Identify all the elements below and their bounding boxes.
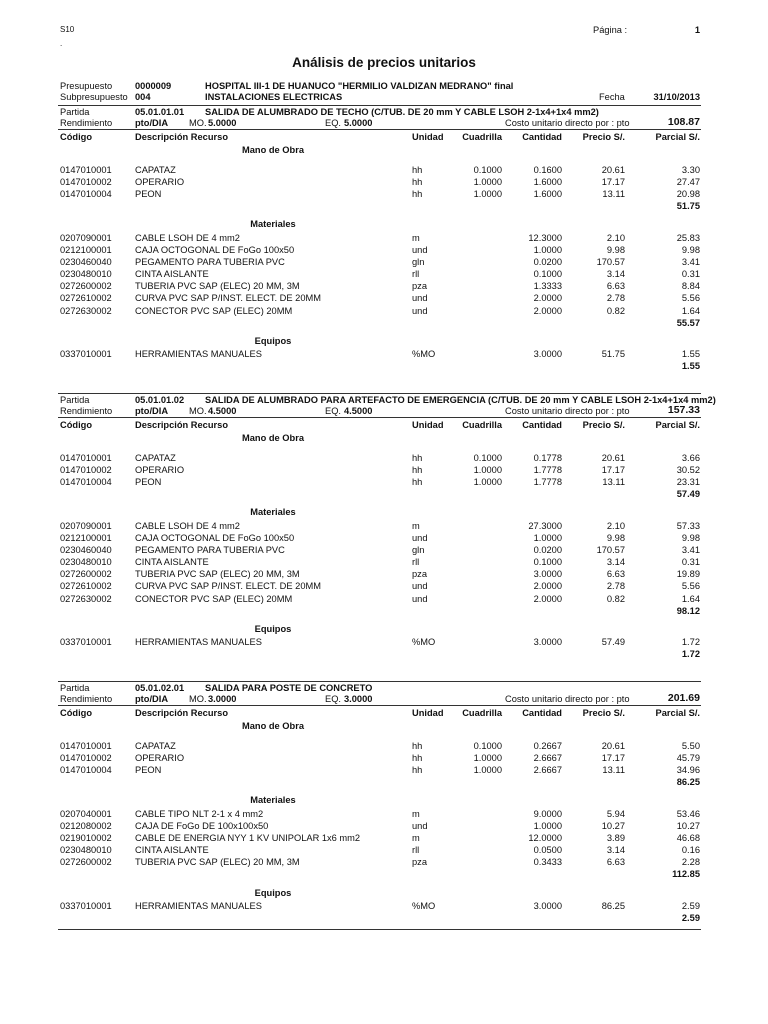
resource-parcial: 45.79: [676, 752, 700, 763]
resource-cantidad: 0.1000: [533, 557, 562, 568]
resource-code: 0337010001: [60, 637, 112, 648]
resource-unit: hh: [412, 188, 423, 199]
resource-parcial: 27.47: [676, 176, 700, 187]
resource-unit: hh: [412, 764, 423, 775]
resource-precio: 2.10: [606, 520, 625, 531]
resource-unit: gln: [412, 545, 425, 556]
resource-cantidad: 1.0000: [533, 245, 562, 255]
costo-unitario-label: Costo unitario directo por : pto: [505, 406, 630, 416]
resource-description: CAPATAZ: [135, 740, 176, 751]
resource-cantidad: 2.0000: [533, 293, 562, 304]
resource-parcial: 1.55: [681, 349, 700, 360]
resource-precio: 2.10: [606, 232, 625, 243]
resource-precio: 13.11: [602, 476, 625, 487]
mano-obra-heading: Mano de Obra: [242, 720, 304, 731]
subpresupuesto-name: INSTALACIONES ELECTRICAS: [205, 92, 343, 102]
report-dot: .: [60, 39, 63, 48]
resource-description: CURVA PVC SAP P/INST. ELECT. DE 20MM: [135, 293, 321, 304]
resource-code: 0337010001: [60, 349, 112, 360]
mo-value: 3.0000: [208, 694, 237, 704]
resource-unit: pza: [412, 281, 427, 292]
resource-cuadrilla: 1.0000: [473, 464, 502, 475]
resource-unit: rll: [412, 269, 420, 280]
resource-description: TUBERIA PVC SAP (ELEC) 20 MM, 3M: [135, 569, 300, 580]
resource-parcial: 0.31: [681, 269, 700, 280]
resource-description: OPERARIO: [135, 752, 185, 763]
col-parcial: Parcial S/.: [655, 707, 700, 718]
resource-unit: hh: [412, 740, 423, 751]
resource-parcial: 2.28: [681, 857, 700, 868]
resource-unit: m: [412, 833, 420, 844]
eq-value: 3.0000: [344, 694, 373, 704]
eq-label: EQ.: [325, 694, 342, 704]
equipos-heading: Equipos: [254, 888, 292, 898]
resource-code: 0230480010: [60, 269, 112, 280]
resource-cantidad: 1.7778: [533, 476, 562, 487]
mo-label: MO.: [189, 406, 207, 416]
resource-cantidad: 1.6000: [533, 176, 562, 187]
eq-value: 4.5000: [344, 406, 373, 416]
mano-obra-heading: Mano de Obra: [242, 432, 304, 443]
resource-description: PEON: [135, 188, 162, 199]
resource-unit: pza: [412, 857, 427, 868]
resource-cantidad: 9.0000: [533, 808, 562, 819]
resource-code: 0147010001: [60, 452, 112, 463]
resource-parcial: 30.52: [676, 464, 700, 475]
resource-description: HERRAMIENTAS MANUALES: [135, 637, 262, 648]
col-cantidad: Cantidad: [522, 707, 562, 718]
resource-precio: 17.17: [601, 464, 625, 475]
materiales-heading: Materiales: [250, 507, 296, 518]
resource-precio: 9.98: [606, 533, 625, 543]
resource-description: HERRAMIENTAS MANUALES: [135, 901, 262, 911]
resource-description: PEON: [135, 764, 162, 775]
page-bottom-rule: [58, 929, 701, 930]
resource-code: 0230480010: [60, 845, 112, 856]
col-codigo: Código: [60, 707, 93, 718]
resource-parcial: 2.59: [681, 901, 700, 911]
resource-unit: und: [412, 581, 428, 592]
resource-parcial: 0.16: [681, 845, 700, 856]
rendimiento-label: Rendimiento: [60, 406, 113, 416]
col-precio: Precio S/.: [582, 131, 625, 142]
resource-code: 0207090001: [60, 232, 112, 243]
resource-precio: 57.49: [601, 637, 625, 648]
resource-cantidad: 2.0000: [533, 593, 562, 604]
header-rule: [58, 129, 701, 130]
resource-precio: 2.78: [606, 293, 625, 304]
col-cantidad: Cantidad: [522, 419, 562, 430]
resource-precio: 3.89: [606, 833, 625, 844]
resource-code: 0272600002: [60, 857, 112, 868]
resource-cantidad: 3.0000: [533, 349, 562, 360]
resource-description: CINTA AISLANTE: [135, 845, 209, 856]
resource-precio: 3.14: [606, 557, 625, 568]
mano-obra-subtotal: 86.25: [676, 776, 700, 787]
costo-unitario-value: 157.33: [667, 404, 700, 416]
resource-description: CABLE TIPO NLT 2-1 x 4 mm2: [135, 808, 264, 819]
resource-unit: pza: [412, 569, 427, 580]
col-parcial: Parcial S/.: [655, 131, 700, 142]
resource-code: 0147010002: [60, 176, 112, 187]
resource-cantidad: 0.3433: [533, 857, 562, 868]
rendimiento-label: Rendimiento: [60, 118, 113, 128]
resource-unit: und: [412, 533, 428, 543]
resource-cantidad: 3.0000: [533, 637, 562, 648]
resource-description: TUBERIA PVC SAP (ELEC) 20 MM, 3M: [135, 857, 300, 868]
header-rule: [58, 705, 701, 706]
col-codigo: Código: [60, 419, 93, 430]
resource-code: 0212100001: [60, 245, 112, 255]
resource-description: CABLE DE ENERGIA NYY 1 KV UNIPOLAR 1x6 mm2: [135, 833, 361, 844]
resource-cantidad: 3.0000: [533, 569, 562, 580]
resource-code: 0272600002: [60, 281, 112, 292]
resource-cantidad: 2.6667: [533, 752, 562, 763]
partida-description: SALIDA DE ALUMBRADO DE TECHO (C/TUB. DE 20 mm Y CABLE LSOH 2-1x4+1x4 mm2): [205, 107, 599, 117]
resource-cuadrilla: 0.1000: [473, 740, 502, 751]
resource-code: 0147010004: [60, 476, 112, 487]
resource-parcial: 0.31: [681, 557, 700, 568]
eq-value: 5.0000: [344, 118, 373, 128]
resource-precio: 13.11: [602, 188, 625, 199]
materiales-heading: Materiales: [250, 795, 296, 806]
resource-cuadrilla: 1.0000: [473, 176, 502, 187]
resource-description: CAJA DE FoGo DE 100x100x50: [135, 821, 269, 831]
resource-cantidad: 1.7778: [533, 464, 562, 475]
partida-label: Partida: [60, 683, 90, 693]
resource-code: 0272610002: [60, 293, 112, 304]
rendimiento-unit: pto/DIA: [135, 406, 169, 416]
resource-description: PEGAMENTO PARA TUBERIA PVC: [135, 257, 285, 268]
resource-description: CINTA AISLANTE: [135, 557, 209, 568]
resource-precio: 6.63: [606, 857, 625, 868]
resource-precio: 3.14: [606, 269, 625, 280]
resource-description: CABLE LSOH DE 4 mm2: [135, 520, 240, 531]
resource-cuadrilla: 0.1000: [473, 452, 502, 463]
resource-description: OPERARIO: [135, 176, 185, 187]
resource-description: PEGAMENTO PARA TUBERIA PVC: [135, 545, 285, 556]
resource-code: 0147010002: [60, 464, 112, 475]
mo-value: 5.0000: [208, 118, 237, 128]
resource-parcial: 5.56: [681, 293, 700, 304]
resource-description: CAJA OCTOGONAL DE FoGo 100x50: [135, 533, 295, 543]
page-label: Página :: [593, 25, 628, 35]
page-title: Análisis de precios unitarios: [292, 55, 476, 70]
partida-code: 05.01.02.01: [135, 683, 185, 693]
resource-cuadrilla: 1.0000: [473, 752, 502, 763]
resource-cantidad: 0.1778: [533, 452, 562, 463]
resource-parcial: 53.46: [676, 808, 700, 819]
resource-parcial: 5.50: [681, 740, 700, 751]
resource-unit: m: [412, 232, 420, 243]
mano-obra-subtotal: 57.49: [676, 488, 700, 499]
resource-unit: rll: [412, 845, 420, 856]
col-descripcion: Descripción Recurso: [135, 707, 229, 718]
resource-code: 0147010004: [60, 764, 112, 775]
resource-unit: und: [412, 305, 428, 316]
resource-precio: 0.82: [606, 593, 625, 604]
resource-code: 0272630002: [60, 305, 112, 316]
resource-parcial: 8.84: [681, 281, 700, 292]
resource-code: 0272630002: [60, 593, 112, 604]
presupuesto-code: 0000009: [135, 81, 172, 91]
resource-code: 0272600002: [60, 569, 112, 580]
partida-code: 05.01.01.01: [135, 107, 185, 117]
resource-code: 0147010001: [60, 740, 112, 751]
resource-cuadrilla: 1.0000: [473, 764, 502, 775]
eq-label: EQ.: [325, 118, 342, 128]
resource-code: 0212080002: [60, 821, 112, 831]
rendimiento-unit: pto/DIA: [135, 118, 169, 128]
resource-parcial: 19.89: [676, 569, 700, 580]
resource-cantidad: 2.0000: [533, 305, 562, 316]
resource-precio: 9.98: [606, 245, 625, 255]
rendimiento-label: Rendimiento: [60, 694, 113, 704]
resource-parcial: 57.33: [676, 520, 700, 531]
resource-parcial: 5.56: [681, 581, 700, 592]
resource-description: HERRAMIENTAS MANUALES: [135, 349, 262, 360]
equipos-heading: Equipos: [254, 624, 292, 635]
presupuesto-name: HOSPITAL III-1 DE HUANUCO "HERMILIO VALDIZAN MEDRANO" final: [205, 81, 514, 91]
resource-unit: hh: [412, 164, 423, 175]
resource-parcial: 3.66: [681, 452, 700, 463]
resource-precio: 0.82: [606, 305, 625, 316]
resource-code: 0147010002: [60, 752, 112, 763]
resource-parcial: 10.27: [676, 821, 700, 831]
resource-description: CINTA AISLANTE: [135, 269, 209, 280]
resource-cantidad: 2.0000: [533, 581, 562, 592]
resource-unit: m: [412, 808, 420, 819]
resource-description: CAPATAZ: [135, 452, 176, 463]
mo-label: MO.: [189, 118, 207, 128]
resource-unit: hh: [412, 464, 423, 475]
resource-parcial: 46.68: [676, 833, 700, 844]
resource-description: OPERARIO: [135, 464, 185, 475]
resource-parcial: 9.98: [681, 533, 700, 543]
resource-description: CABLE LSOH DE 4 mm2: [135, 232, 240, 243]
resource-unit: rll: [412, 557, 420, 568]
resource-parcial: 23.31: [676, 476, 700, 487]
mano-obra-subtotal: 51.75: [676, 200, 700, 211]
materiales-subtotal: 98.12: [676, 605, 700, 616]
resource-precio: 10.27: [601, 821, 625, 831]
resource-code: 0207040001: [60, 808, 112, 819]
resource-description: CAJA OCTOGONAL DE FoGo 100x50: [135, 245, 295, 255]
page-number: 1: [694, 25, 700, 35]
resource-parcial: 34.96: [676, 764, 700, 775]
resource-parcial: 3.41: [681, 545, 700, 556]
fecha-value: 31/10/2013: [653, 92, 700, 102]
col-codigo: Código: [60, 131, 93, 142]
resource-parcial: 20.98: [676, 188, 700, 199]
resource-parcial: 9.98: [681, 245, 700, 255]
resource-precio: 17.17: [601, 752, 625, 763]
resource-cantidad: 0.0200: [533, 545, 562, 556]
resource-cantidad: 12.3000: [528, 232, 562, 243]
resource-code: 0337010001: [60, 901, 112, 911]
resource-precio: 17.17: [601, 176, 625, 187]
resource-code: 0230480010: [60, 557, 112, 568]
eq-label: EQ.: [325, 406, 342, 416]
resource-cantidad: 0.1600: [533, 164, 562, 175]
resource-description: CURVA PVC SAP P/INST. ELECT. DE 20MM: [135, 581, 321, 592]
resource-unit: und: [412, 821, 428, 831]
materiales-subtotal: 55.57: [676, 317, 700, 328]
costo-unitario-value: 108.87: [667, 116, 700, 128]
equipos-heading: Equipos: [254, 336, 292, 347]
resource-unit: hh: [412, 752, 423, 763]
mano-obra-heading: Mano de Obra: [242, 144, 304, 155]
col-cuadrilla: Cuadrilla: [462, 707, 502, 718]
resource-unit: hh: [412, 176, 423, 187]
resource-cantidad: 0.0500: [533, 845, 562, 856]
rendimiento-unit: pto/DIA: [135, 694, 169, 704]
resource-cuadrilla: 0.1000: [473, 164, 502, 175]
resource-description: CAPATAZ: [135, 164, 176, 175]
resource-precio: 20.61: [601, 164, 625, 175]
resource-parcial: 1.64: [681, 305, 700, 316]
resource-parcial: 1.72: [681, 637, 700, 648]
resource-code: 0147010004: [60, 188, 112, 199]
resource-unit: m: [412, 520, 420, 531]
partida-description: SALIDA DE ALUMBRADO PARA ARTEFACTO DE EMERGENCIA (C/TUB. DE 20 mm Y CABLE LSOH 2-1x4+1x4 mm2): [205, 395, 716, 405]
resource-cuadrilla: 1.0000: [473, 188, 502, 199]
report-code: S10: [60, 25, 75, 34]
col-precio: Precio S/.: [582, 707, 625, 718]
col-cuadrilla: Cuadrilla: [462, 419, 502, 430]
resource-code: 0272610002: [60, 581, 112, 592]
resource-code: 0207090001: [60, 520, 112, 531]
header-rule: [58, 417, 701, 418]
resource-precio: 3.14: [606, 845, 625, 856]
resource-code: 0219010002: [60, 833, 112, 844]
col-unidad: Unidad: [412, 707, 444, 718]
subpresupuesto-label: Subpresupuesto: [60, 92, 128, 102]
mo-value: 4.5000: [208, 406, 237, 416]
costo-unitario-value: 201.69: [667, 692, 700, 704]
resource-unit: %MO: [412, 901, 436, 911]
resource-cantidad: 0.0200: [533, 257, 562, 268]
resource-cantidad: 1.3333: [533, 281, 562, 292]
materiales-subtotal: 112.85: [672, 869, 700, 880]
materiales-heading: Materiales: [250, 219, 296, 230]
resource-cuadrilla: 1.0000: [473, 476, 502, 487]
resource-parcial: 3.41: [681, 257, 700, 268]
col-unidad: Unidad: [412, 419, 444, 430]
partida-label: Partida: [60, 107, 90, 117]
col-cuadrilla: Cuadrilla: [462, 131, 502, 142]
resource-unit: %MO: [412, 349, 436, 360]
subpresupuesto-code: 004: [135, 92, 151, 102]
resource-unit: und: [412, 593, 428, 604]
resource-parcial: 3.30: [681, 164, 700, 175]
equipos-subtotal: 1.72: [681, 649, 700, 660]
col-descripcion: Descripción Recurso: [135, 419, 229, 430]
resource-cantidad: 1.6000: [533, 188, 562, 199]
resource-cantidad: 2.6667: [533, 764, 562, 775]
resource-precio: 51.75: [601, 349, 625, 360]
resource-precio: 170.57: [596, 545, 625, 556]
resource-description: PEON: [135, 476, 162, 487]
col-unidad: Unidad: [412, 131, 444, 142]
resource-cantidad: 27.3000: [528, 520, 562, 531]
partida-description: SALIDA PARA POSTE DE CONCRETO: [205, 683, 373, 693]
resource-precio: 5.94: [606, 808, 625, 819]
resource-cantidad: 1.0000: [533, 821, 562, 831]
resource-parcial: 1.64: [681, 593, 700, 604]
resource-precio: 170.57: [596, 257, 625, 268]
fecha-label: Fecha: [599, 92, 625, 102]
partida-code: 05.01.01.02: [135, 395, 185, 405]
resource-precio: 13.11: [602, 764, 625, 775]
resource-precio: 86.25: [601, 901, 625, 911]
resource-precio: 6.63: [606, 569, 625, 580]
resource-unit: %MO: [412, 637, 436, 648]
resource-unit: und: [412, 293, 428, 304]
resource-description: CONECTOR PVC SAP (ELEC) 20MM: [135, 305, 293, 316]
mo-label: MO.: [189, 694, 207, 704]
resource-unit: und: [412, 245, 428, 255]
resource-unit: gln: [412, 257, 425, 268]
resource-code: 0147010001: [60, 164, 112, 175]
costo-unitario-label: Costo unitario directo por : pto: [505, 694, 630, 704]
resource-precio: 20.61: [601, 452, 625, 463]
presupuesto-label: Presupuesto: [60, 81, 113, 91]
resource-unit: hh: [412, 476, 423, 487]
resource-parcial: 25.83: [676, 232, 700, 243]
resource-unit: hh: [412, 452, 423, 463]
equipos-subtotal: 1.55: [681, 361, 700, 372]
col-precio: Precio S/.: [582, 419, 625, 430]
resource-code: 0230460040: [60, 257, 112, 268]
resource-precio: 2.78: [606, 581, 625, 592]
col-parcial: Parcial S/.: [655, 419, 700, 430]
resource-code: 0212100001: [60, 533, 112, 543]
resource-precio: 6.63: [606, 281, 625, 292]
resource-cantidad: 12.0000: [528, 833, 562, 844]
equipos-subtotal: 2.59: [681, 913, 700, 924]
resource-cantidad: 0.2667: [533, 740, 562, 751]
resource-code: 0230460040: [60, 545, 112, 556]
resource-cantidad: 1.0000: [533, 533, 562, 543]
resource-precio: 20.61: [601, 740, 625, 751]
resource-description: CONECTOR PVC SAP (ELEC) 20MM: [135, 593, 293, 604]
resource-cantidad: 3.0000: [533, 901, 562, 911]
col-descripcion: Descripción Recurso: [135, 131, 229, 142]
costo-unitario-label: Costo unitario directo por : pto: [505, 118, 630, 128]
col-cantidad: Cantidad: [522, 131, 562, 142]
resource-cantidad: 0.1000: [533, 269, 562, 280]
resource-description: TUBERIA PVC SAP (ELEC) 20 MM, 3M: [135, 281, 300, 292]
partida-label: Partida: [60, 395, 90, 405]
